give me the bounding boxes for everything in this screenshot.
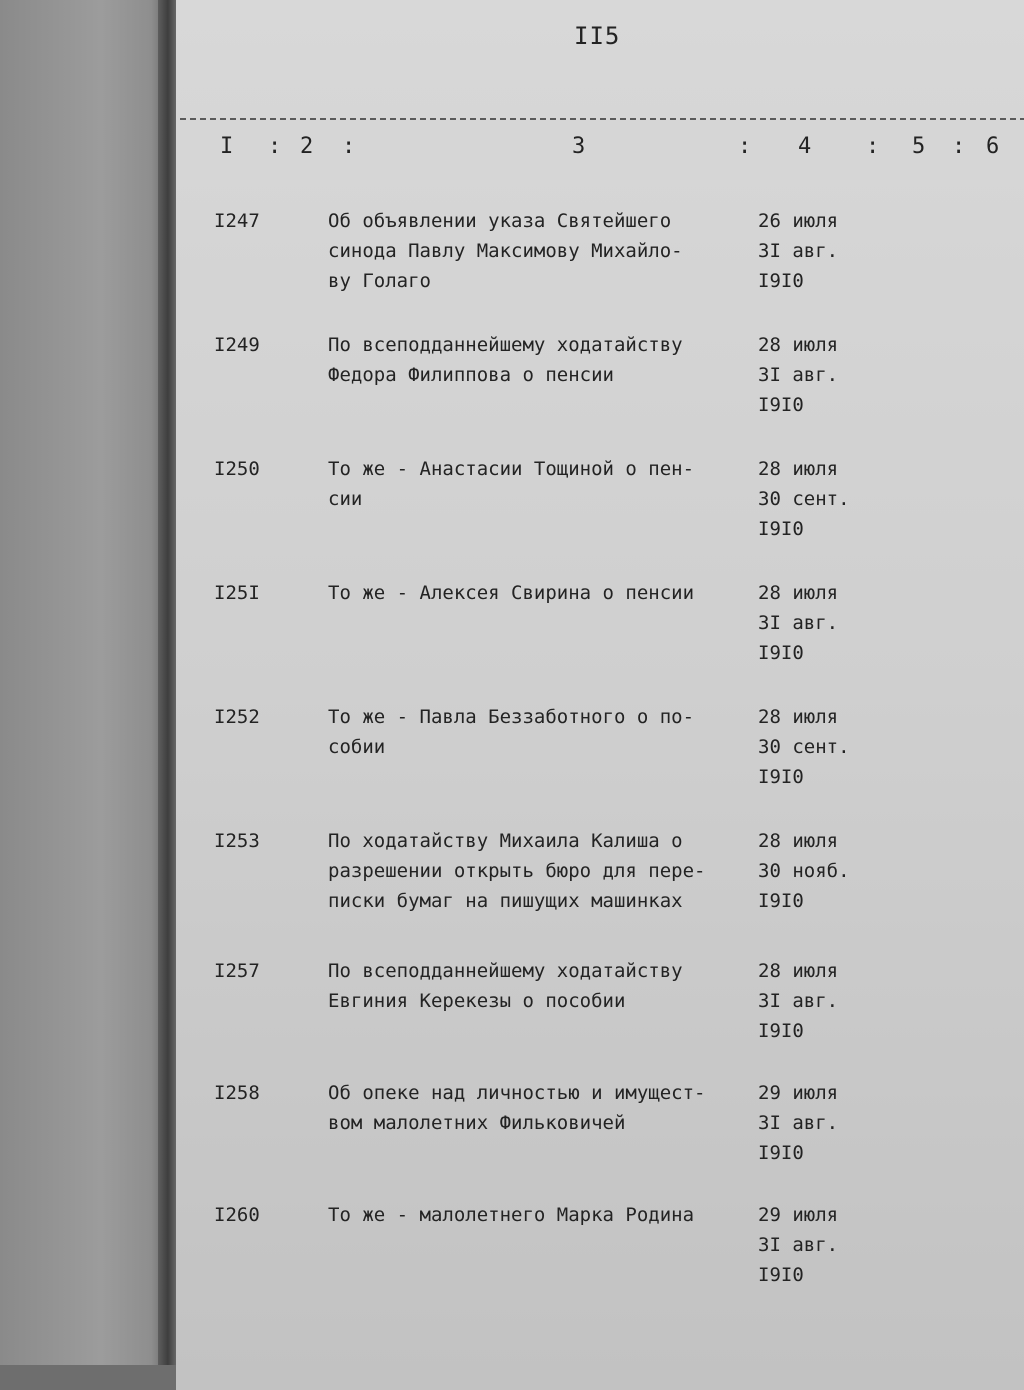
record-dates xyxy=(758,330,838,420)
record-year: I9I0 xyxy=(758,642,804,664)
record-title-line: По всеподданнейшему ходатайству xyxy=(328,334,683,356)
record-title-line: вом малолетних Фильковичей xyxy=(328,1112,626,1134)
record-number: I253 xyxy=(214,830,260,852)
record-date-start: 28 июля xyxy=(758,706,839,728)
record-dates xyxy=(758,1078,838,1168)
column-separator: : xyxy=(866,134,880,159)
record-number: I260 xyxy=(214,1204,260,1226)
record-date-end: 30 нояб. xyxy=(758,860,850,882)
record-date-end: 3I авг. xyxy=(758,990,839,1012)
record-year: I9I0 xyxy=(758,270,804,292)
record-date-start: 28 июля xyxy=(758,582,839,604)
record-dates xyxy=(758,454,850,544)
record-title xyxy=(328,206,748,296)
record-number: I252 xyxy=(214,706,260,728)
column-separator: : xyxy=(952,134,966,159)
record-title-line: То же - Алексея Свирина о пенсии xyxy=(328,582,695,604)
record-date-start: 29 июля xyxy=(758,1204,839,1226)
record-date-end: 3I авг. xyxy=(758,1112,839,1134)
record-title-line: Об объявлении указа Святейшего xyxy=(328,210,672,232)
record-title-line: писки бумаг на пишущих машинках xyxy=(328,890,683,912)
record-title xyxy=(328,578,748,608)
record-title-line: Об опеке над личностью и имущест- xyxy=(328,1082,706,1104)
record-title-line: сии xyxy=(328,488,363,510)
record-title-line: По всеподданнейшему ходатайству xyxy=(328,960,683,982)
column-separator: : xyxy=(738,134,752,159)
record-dates xyxy=(758,206,838,296)
record-number: I258 xyxy=(214,1082,260,1104)
record-year: I9I0 xyxy=(758,518,804,540)
column-header-5: 5 xyxy=(912,134,926,159)
record-year: I9I0 xyxy=(758,1020,804,1042)
record-title xyxy=(328,956,748,1016)
record-title-line: Евгиния Керекезы о пособии xyxy=(328,990,626,1012)
column-header-1: I xyxy=(220,134,234,159)
record-dates xyxy=(758,826,850,916)
record-date-start: 28 июля xyxy=(758,458,839,480)
record-date-end: 3I авг. xyxy=(758,240,839,262)
record-dates xyxy=(758,578,838,668)
column-header-6: 6 xyxy=(986,134,1000,159)
record-date-start: 29 июля xyxy=(758,1082,839,1104)
record-title xyxy=(328,1200,748,1230)
record-date-end: 3I авг. xyxy=(758,1234,839,1256)
record-date-start: 28 июля xyxy=(758,334,839,356)
record-title xyxy=(328,454,748,514)
column-header-row xyxy=(176,134,1016,164)
header-divider xyxy=(180,118,1024,120)
record-dates xyxy=(758,1200,838,1290)
record-title-line: То же - малолетнего Марка Родина xyxy=(328,1204,695,1226)
record-title xyxy=(328,330,748,390)
record-title-line: По ходатайству Михаила Калиша о xyxy=(328,830,683,852)
record-title-line: синода Павлу Максимову Михайло- xyxy=(328,240,683,262)
record-number: I249 xyxy=(214,334,260,356)
record-title xyxy=(328,702,748,762)
record-date-end: 30 сент. xyxy=(758,736,850,758)
record-title xyxy=(328,826,748,916)
record-year: I9I0 xyxy=(758,766,804,788)
record-title-line: То же - Павла Беззаботного о по- xyxy=(328,706,695,728)
column-header-4: 4 xyxy=(798,134,812,159)
record-year: I9I0 xyxy=(758,394,804,416)
record-date-end: 3I авг. xyxy=(758,364,839,386)
column-header-2: 2 xyxy=(300,134,314,159)
record-title-line: разрешении открыть бюро для пере- xyxy=(328,860,706,882)
record-number: I247 xyxy=(214,210,260,232)
record-title-line: собии xyxy=(328,736,386,758)
record-year: I9I0 xyxy=(758,1264,804,1286)
record-year: I9I0 xyxy=(758,1142,804,1164)
column-separator: : xyxy=(268,134,282,159)
record-title xyxy=(328,1078,748,1138)
record-date-end: 3I авг. xyxy=(758,612,839,634)
record-number: I25I xyxy=(214,582,260,604)
record-dates xyxy=(758,702,850,792)
record-year: I9I0 xyxy=(758,890,804,912)
record-date-start: 28 июля xyxy=(758,960,839,982)
document-page xyxy=(176,0,1024,1390)
page-number: II5 xyxy=(574,22,621,50)
record-title-line: Федора Филиппова о пенсии xyxy=(328,364,614,386)
record-number: I257 xyxy=(214,960,260,982)
column-header-3: 3 xyxy=(572,134,586,159)
record-date-start: 26 июля xyxy=(758,210,839,232)
record-date-start: 28 июля xyxy=(758,830,839,852)
record-title-line: ву Голаго xyxy=(328,270,431,292)
record-dates xyxy=(758,956,838,1046)
record-number: I250 xyxy=(214,458,260,480)
record-date-end: 30 сент. xyxy=(758,488,850,510)
column-separator: : xyxy=(342,134,356,159)
record-title-line: То же - Анастасии Тощиной о пен- xyxy=(328,458,695,480)
facing-page xyxy=(0,0,168,1365)
